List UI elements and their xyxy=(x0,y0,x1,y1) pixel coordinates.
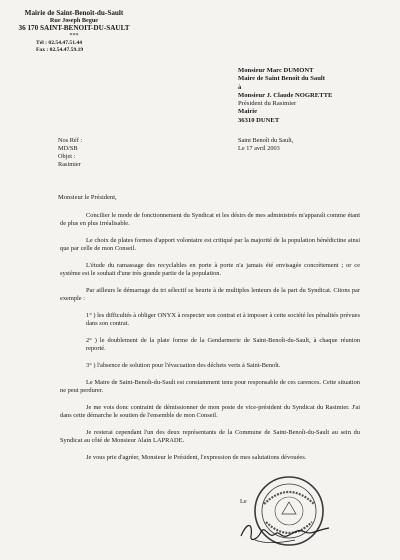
letter-body xyxy=(60,212,360,471)
paragraph: Le choix de plates formes d'apport volontaire est critiqué par la majorité de la population bénédictine ainsi que par celle de mon Conseil. xyxy=(60,237,360,252)
recipient-line4: Monsieur J. Claude NOGRETTE xyxy=(238,91,333,99)
paragraph: Je vous prie d'agréer, Monsieur le Président, l'expression de mes salutations dévouées. xyxy=(86,454,307,461)
recipient-line5: Président du Rasimier xyxy=(238,100,297,108)
ref-code: MD/SB xyxy=(58,145,78,152)
recipient-line2: Maire de Saint Benoît du Sault xyxy=(238,75,325,83)
recipient-line7: 36310 DUNET xyxy=(238,116,280,124)
recipient-line6: Mairie xyxy=(238,108,258,116)
recipient-line3: à xyxy=(238,83,242,91)
list-item: 2° ) le doublement de la plate forme de la Gendarmerie de Saint-Benoît-du-Sault, à chaque réunion reporté. xyxy=(86,337,360,352)
reference-block xyxy=(58,137,82,169)
sender-stars: *** xyxy=(69,32,79,40)
greeting: Monsieur le Président, xyxy=(58,194,117,201)
place-city: Saint Benoît du Sault, xyxy=(238,137,294,144)
letter-date: Le 17 avril 2003 xyxy=(238,145,280,152)
recipient-block xyxy=(238,67,388,125)
paragraph: Le Maire de Saint-Benoît-du-Sault est constamment tenu pour responsable de ces carences. Cette situation ne peut perdurer. xyxy=(60,379,360,394)
sender-block xyxy=(14,10,134,54)
paragraph: Je me vois donc contraint de démissionner de mon poste de vice-président du Syndicat du Rasimier. J'ai dans cette démarche le soutien de l'ensemble de mon Conseil. xyxy=(60,404,360,419)
object-label: Objet : xyxy=(58,153,76,160)
ref-label: Nos Réf : xyxy=(58,137,83,144)
paragraph: Concilier le mode de fonctionnement du Syndicat et les désirs de mes administrés m'apparaît comme étant de plus en plus irréalisable. xyxy=(60,212,360,227)
list-item: 1° ) les difficultés à obliger ONYX à respecter son contrat et à imposer à cette société les pénalités prévues dans son contrat. xyxy=(86,312,360,327)
paragraph: Je resterai cependant l'un des deux représentants de la Commune de Saint-Benoît-du-Sault au sein du Syndicat au côté de Monsieur Alain LAPRADE. xyxy=(60,429,360,444)
sender-tel: Tél : 02.54.47.51.44 xyxy=(36,39,82,46)
closing-text: Le xyxy=(240,498,247,505)
sender-title: Mairie de Saint-Benoît-du-Sault xyxy=(24,9,124,17)
recipient-line1: Monsieur Marc DUMONT xyxy=(238,67,314,74)
place-date-block xyxy=(238,137,293,153)
object-value: Rasimier xyxy=(58,161,81,168)
paragraph: Par ailleurs le démarrage du tri sélectif se heurte à de multiples lenteurs de la part du Syndicat. Citons par exemple : xyxy=(60,287,360,302)
sender-street: Rue Joseph Begue xyxy=(49,17,99,25)
sender-city: 36 170 SAINT-BENOIT-DU-SAULT xyxy=(18,23,130,32)
signature-icon xyxy=(235,510,335,550)
paragraph: L'étude du ramassage des recyclables en porte à porte n'a jamais été envisagée concrètement ; or ce système est le souhait d'une très grande partie de la population. xyxy=(60,262,360,277)
sender-fax: Fax : 02.54.47.59.19 xyxy=(36,47,84,54)
list-item: 3° ) l'absence de solution pour l'évacuation des déchets verts à Saint-Benoît. xyxy=(86,362,281,369)
